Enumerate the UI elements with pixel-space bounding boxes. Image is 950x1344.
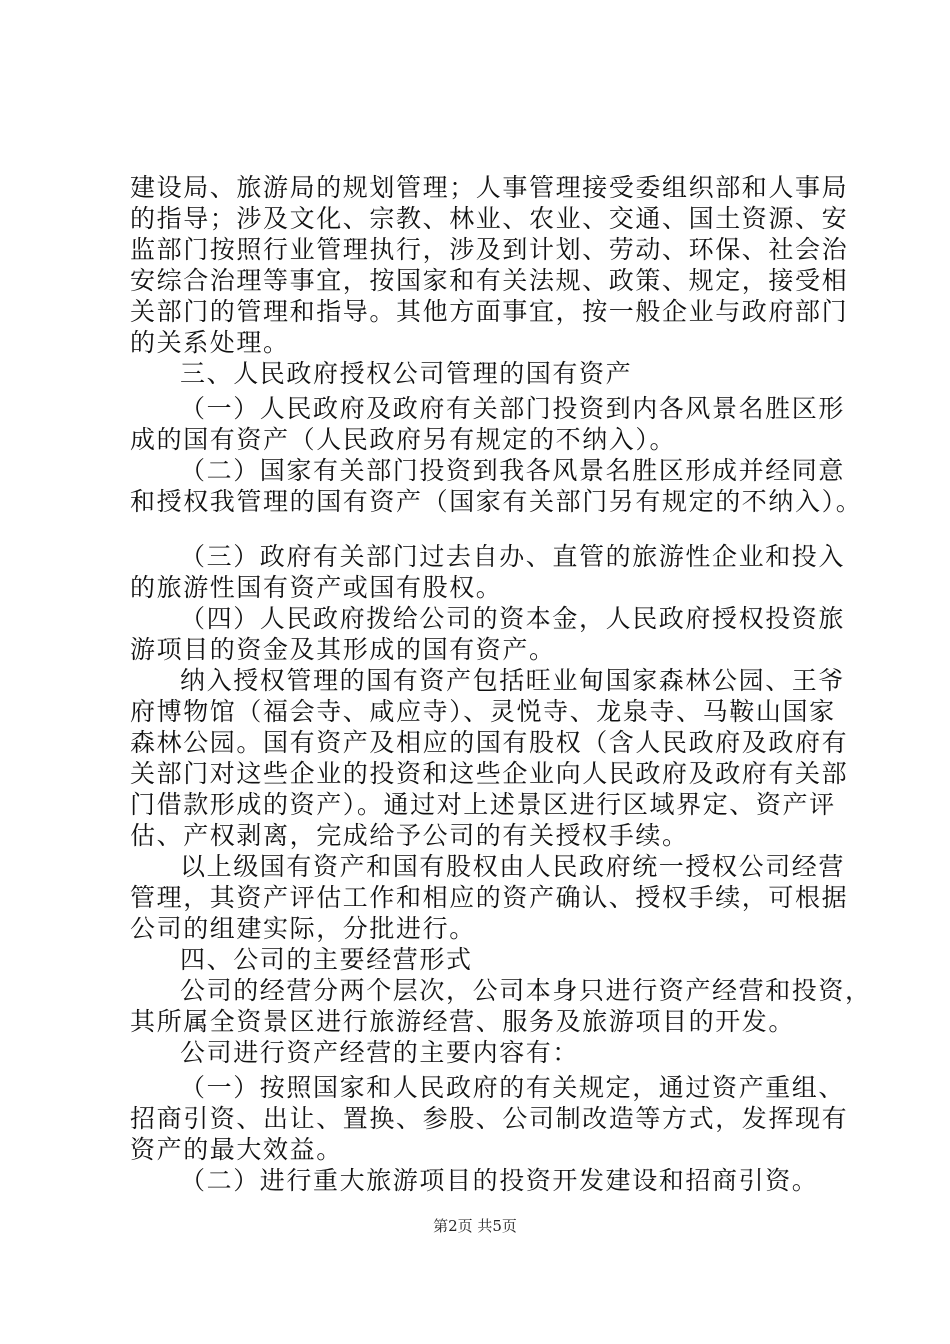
text-line: 其所属全资景区进行旅游经营、服务及旅游项目的开发。	[130, 1007, 796, 1036]
text-line: 的指导；涉及文化、宗教、林业、农业、交通、国土资源、安	[130, 204, 849, 233]
text-line: 公司的组建实际，分批进行。	[130, 914, 476, 943]
text-line: 成的国有资产（人民政府另有规定的不纳入）。	[130, 425, 677, 454]
text-line: （四）人民政府拨给公司的资本金，人民政府授权投资旅	[180, 604, 846, 633]
text-line: 门借款形成的资产）。通过对上述景区进行区域界定、资产评	[130, 790, 836, 819]
text-line: （一）按照国家和人民政府的有关规定，通过资产重组、	[180, 1073, 846, 1102]
text-line: 关部门对这些企业的投资和这些企业向人民政府及政府有关部	[130, 759, 849, 788]
page-number-footer: 第2页 共5页	[433, 1217, 517, 1235]
text-line: 森林公园。国有资产及相应的国有股权（含人民政府及政府有	[130, 728, 849, 757]
text-line: （二）进行重大旅游项目的投资开发建设和招商引资。	[180, 1166, 819, 1195]
text-line: 以上级国有资产和国有股权由人民政府统一授权公司经营	[180, 852, 846, 881]
section-heading: 三、人民政府授权公司管理的国有资产	[180, 359, 633, 388]
text-line: 资产的最大效益。	[130, 1135, 343, 1164]
text-line: 建设局、旅游局的规划管理；人事管理接受委组织部和人事局	[130, 173, 849, 202]
text-line: 公司进行资产经营的主要内容有：	[180, 1038, 580, 1067]
text-line: 监部门按照行业管理执行，涉及到计划、劳动、环保、社会治	[130, 235, 849, 264]
text-line: 安综合治理等事宜，按国家和有关法规、政策、规定，接受相	[130, 266, 849, 295]
text-line: 游项目的资金及其形成的国有资产。	[130, 635, 556, 664]
text-line: 招商引资、出让、置换、参股、公司制改造等方式，发挥现有	[130, 1104, 849, 1133]
section-heading: 四、公司的主要经营形式	[180, 945, 473, 974]
text-line: （三）政府有关部门过去自办、直管的旅游性企业和投入	[180, 542, 846, 571]
text-line: 和授权我管理的国有资产（国家有关部门另有规定的不纳入）。	[130, 487, 863, 516]
text-line: （二）国家有关部门投资到我各风景名胜区形成并经同意	[180, 456, 846, 485]
text-line: （一）人民政府及政府有关部门投资到内各风景名胜区形	[180, 394, 846, 423]
text-line: 公司的经营分两个层次，公司本身只进行资产经营和投资，	[180, 976, 872, 1005]
text-line: 纳入授权管理的国有资产包括旺业甸国家森林公园、王爷	[180, 666, 846, 695]
text-line: 的关系处理。	[130, 328, 290, 357]
text-line: 管理，其资产评估工作和相应的资产确认、授权手续，可根据	[130, 883, 849, 912]
text-line: 估、产权剥离，完成给予公司的有关授权手续。	[130, 821, 689, 850]
text-line: 的旅游性国有资产或国有股权。	[130, 573, 503, 602]
text-line: 府博物馆（福会寺、咸应寺）、灵悦寺、龙泉寺、马鞍山国家	[130, 697, 836, 726]
text-line: 关部门的管理和指导。其他方面事宜，按一般企业与政府部门	[130, 297, 849, 326]
